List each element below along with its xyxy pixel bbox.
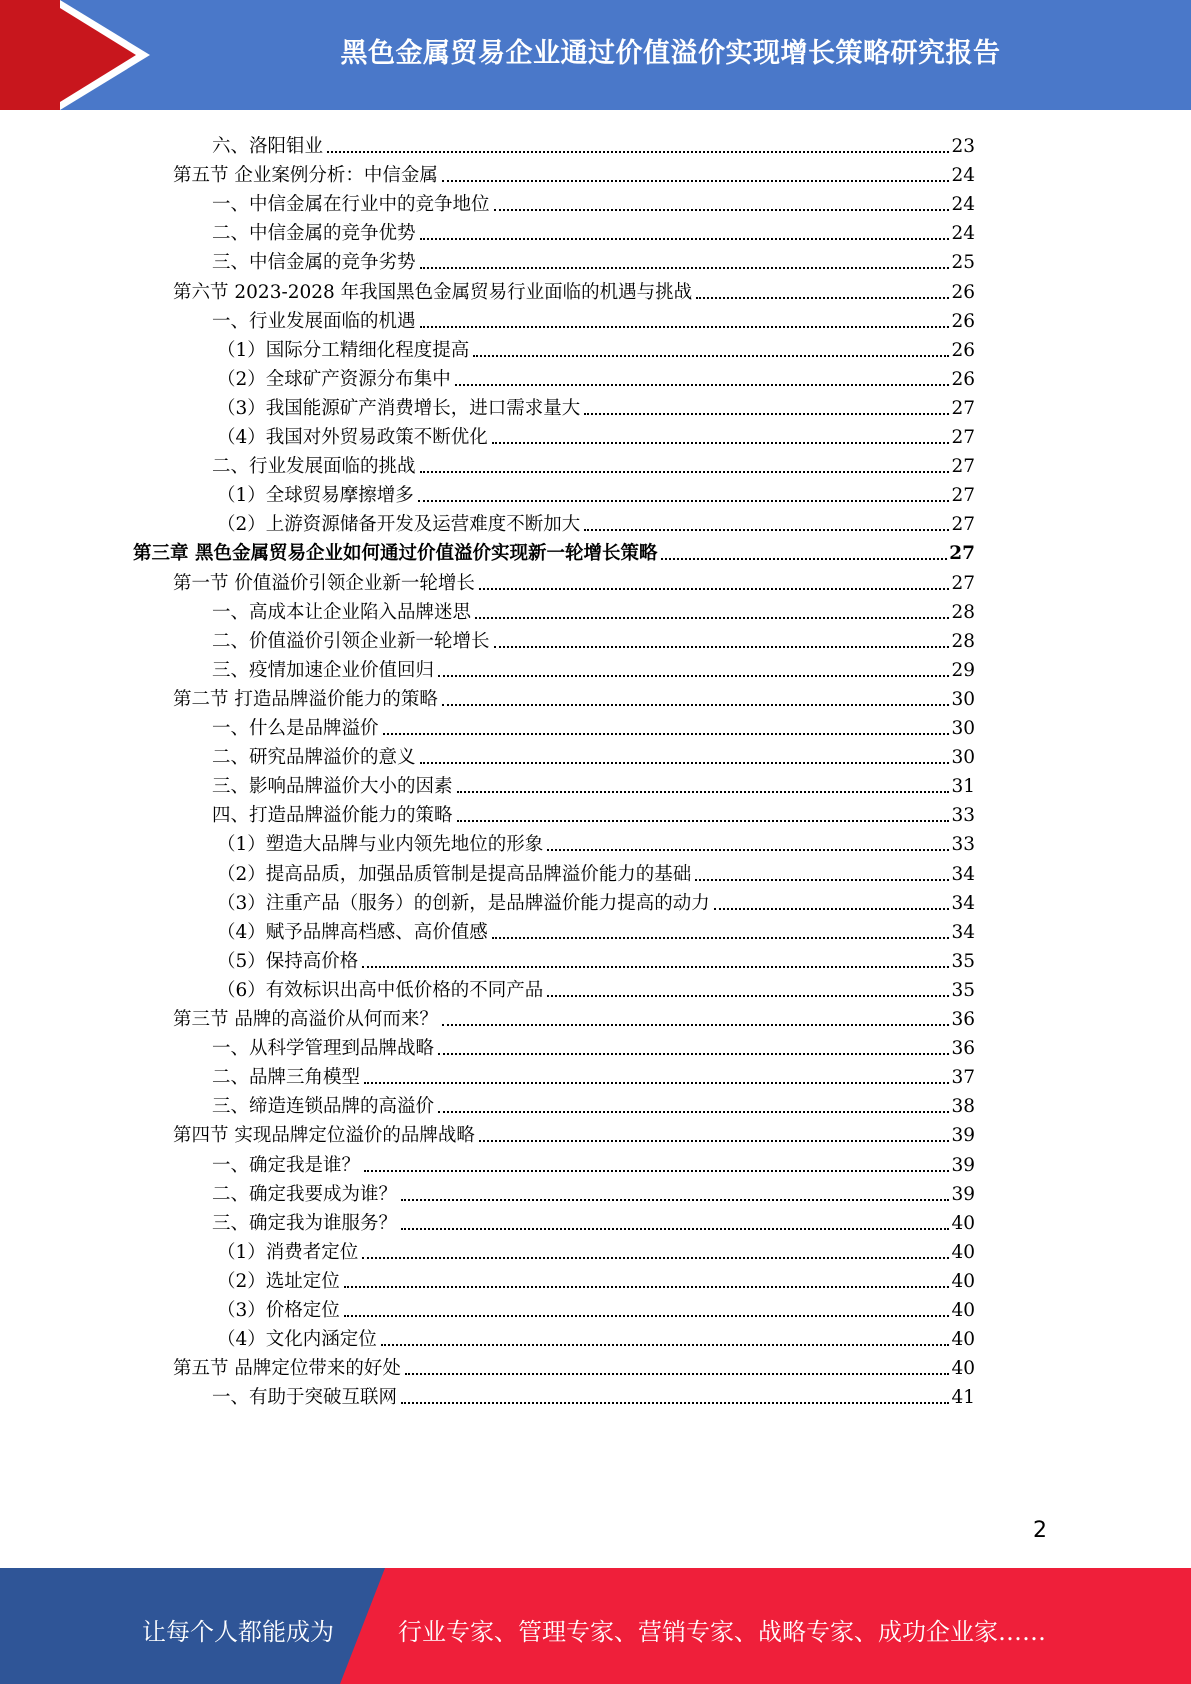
toc-entry-page: 27	[949, 543, 975, 565]
footer-slogan-left: 让每个人都能成为	[142, 1618, 334, 1646]
toc-entry-page: 24	[951, 194, 975, 216]
toc-entry-label: 二、行业发展面临的挑战	[212, 456, 416, 478]
toc-dot-leader	[420, 326, 950, 328]
toc-dot-leader	[494, 209, 950, 211]
toc-entry-label: 第一节 价值溢价引领企业新一轮增长	[173, 572, 475, 594]
toc-entry[interactable]	[217, 1263, 975, 1294]
toc-entry-label: 四、打造品牌溢价能力的策略	[212, 805, 453, 827]
header-red-block	[0, 0, 60, 110]
toc-entry-label: 三、缔造连锁品牌的高溢价	[212, 1096, 435, 1118]
toc-entry-page: 40	[951, 1241, 975, 1263]
toc-entry-label: 一、从科学管理到品牌战略	[212, 1038, 435, 1060]
toc-entry[interactable]	[212, 1088, 975, 1119]
toc-dot-leader	[479, 1140, 950, 1142]
toc-dot-leader	[442, 180, 950, 182]
toc-entry-page: 41	[951, 1387, 975, 1409]
toc-entry[interactable]	[212, 128, 975, 159]
toc-entry-label: 三、疫情加速企业价值回归	[212, 659, 435, 681]
toc-entry[interactable]	[212, 1379, 975, 1410]
toc-entry[interactable]	[217, 332, 975, 363]
toc-dot-leader	[362, 966, 949, 968]
toc-dot-leader	[420, 762, 950, 764]
toc-entry-page: 40	[951, 1329, 975, 1351]
toc-entry-label: 第五节 品牌定位带来的好处	[173, 1358, 401, 1380]
toc-dot-leader	[584, 529, 949, 531]
toc-entry-page: 39	[951, 1183, 975, 1205]
toc-entry-label: （1）全球贸易摩擦增多	[217, 485, 414, 507]
toc-dot-leader	[364, 1170, 949, 1172]
toc-entry-label: （4）赋予品牌高档感、高价值感	[217, 921, 488, 943]
toc-entry-label: 第四节 实现品牌定位溢价的品牌战略	[173, 1125, 475, 1147]
toc-entry[interactable]	[217, 1292, 975, 1323]
toc-dot-leader	[442, 1024, 950, 1026]
toc-dot-leader	[492, 442, 950, 444]
toc-entry-label: （2）选址定位	[217, 1270, 340, 1292]
toc-dot-leader	[696, 297, 949, 299]
toc-entry-label: 一、确定我是谁？	[212, 1154, 361, 1176]
toc-entry-page: 28	[951, 601, 975, 623]
toc-entry-label: （4）我国对外贸易政策不断优化	[217, 427, 488, 448]
toc-entry[interactable]	[217, 1321, 975, 1352]
toc-dot-leader	[405, 1373, 950, 1375]
toc-entry[interactable]	[217, 506, 975, 537]
toc-entry-label: 二、确定我要成为谁？	[212, 1183, 398, 1205]
toc-dot-leader	[401, 1402, 949, 1404]
toc-entry-label: （6）有效标识出高中低价格的不同产品	[217, 979, 544, 1001]
toc-entry-page: 26	[951, 339, 975, 361]
toc-entry-page: 40	[951, 1300, 975, 1321]
toc-entry-label: 一、高成本让企业陷入品牌迷思	[212, 601, 472, 623]
toc-entry[interactable]	[217, 390, 975, 421]
toc-entry[interactable]	[212, 1147, 975, 1178]
toc-entry[interactable]	[217, 361, 975, 392]
toc-dot-leader	[418, 500, 950, 502]
toc-entry-page: 39	[951, 1154, 975, 1176]
toc-entry-page: 24	[951, 165, 975, 187]
toc-entry[interactable]	[217, 972, 975, 1003]
toc-entry-label: 三、确定我为谁服务？	[212, 1212, 398, 1234]
toc-entry[interactable]	[212, 215, 975, 246]
toc-entry-label: 六、洛阳钼业	[212, 136, 324, 157]
toc-entry-page: 36	[951, 1009, 975, 1030]
toc-entry[interactable]	[212, 1176, 975, 1207]
toc-entry-label: （1）消费者定位	[217, 1241, 359, 1263]
toc-entry-label: 一、什么是品牌溢价	[212, 718, 379, 739]
toc-entry-label: （3）注重产品（服务）的创新，是品牌溢价能力提高的动力	[217, 892, 710, 914]
toc-entry-label: （1）国际分工精细化程度提高	[217, 339, 470, 361]
toc-entry-page: 33	[951, 805, 975, 827]
toc-entry-label: 一、行业发展面临的机遇	[212, 310, 416, 332]
toc-entry-label: （3）我国能源矿产消费增长，进口需求量大	[217, 397, 581, 419]
toc-entry-page: 35	[951, 979, 975, 1001]
toc-dot-leader	[714, 908, 950, 910]
toc-entry-label: 二、品牌三角模型	[212, 1067, 361, 1089]
toc-entry-label: （2）提高品质，加强品质管制是提高品牌溢价能力的基础	[217, 863, 692, 885]
toc-entry-page: 37	[951, 1067, 975, 1089]
toc-entry-label: （2）全球矿产资源分布集中	[217, 368, 451, 390]
toc-entry[interactable]	[212, 594, 975, 625]
toc-dot-leader	[381, 1344, 950, 1346]
toc-entry-page: 39	[951, 1125, 975, 1147]
toc-entry-page: 27	[951, 397, 975, 419]
toc-entry[interactable]	[133, 535, 975, 566]
toc-entry-page: 25	[951, 252, 975, 274]
toc-entry-page: 29	[951, 659, 975, 681]
toc-dot-leader	[420, 471, 950, 473]
toc-entry-page: 30	[951, 747, 975, 769]
toc-entry[interactable]	[173, 565, 975, 596]
toc-entry[interactable]	[173, 1001, 975, 1032]
toc-dot-leader	[401, 1199, 949, 1201]
toc-dot-leader	[344, 1286, 950, 1288]
toc-entry[interactable]	[212, 1030, 975, 1061]
toc-dot-leader	[401, 1228, 949, 1230]
toc-entry-page: 26	[951, 368, 975, 390]
toc-entry[interactable]	[212, 186, 975, 217]
toc-entry[interactable]	[173, 157, 975, 188]
toc-entry-label: 一、有助于突破互联网	[212, 1387, 398, 1409]
toc-entry[interactable]	[217, 419, 975, 450]
toc-entry[interactable]	[212, 623, 975, 654]
toc-entry-page: 27	[951, 427, 975, 448]
toc-entry-label: 一、中信金属在行业中的竞争地位	[212, 194, 490, 216]
toc-entry-label: 第三节 品牌的高溢价从何而来？	[173, 1009, 438, 1030]
toc-dot-leader	[473, 355, 949, 357]
toc-entry-label: 第五节 企业案例分析：中信金属	[173, 165, 438, 187]
toc-entry[interactable]	[212, 739, 975, 770]
toc-dot-leader	[494, 646, 950, 648]
toc-dot-leader	[438, 1111, 949, 1113]
toc-entry[interactable]	[217, 914, 975, 945]
toc-entry-page: 38	[951, 1096, 975, 1118]
toc-dot-leader	[661, 558, 947, 560]
toc-entry[interactable]	[212, 797, 975, 828]
toc-entry[interactable]	[212, 448, 975, 479]
toc-entry[interactable]	[217, 826, 975, 857]
toc-entry-page: 23	[951, 136, 975, 157]
toc-entry-label: 三、影响品牌溢价大小的因素	[212, 776, 453, 798]
toc-entry-page: 34	[951, 863, 975, 885]
toc-dot-leader	[383, 733, 950, 735]
toc-entry-page: 31	[951, 776, 975, 798]
toc-entry[interactable]	[217, 477, 975, 508]
toc-entry-page: 26	[951, 310, 975, 332]
toc-entry-page: 27	[951, 485, 975, 507]
footer-banner	[0, 1568, 1191, 1684]
toc-dot-leader	[420, 238, 950, 240]
toc-entry-label: （2）上游资源储备开发及运营难度不断加大	[217, 514, 581, 536]
toc-entry-page: 30	[951, 688, 975, 710]
toc-entry[interactable]	[212, 1059, 975, 1090]
toc-dot-leader	[455, 384, 950, 386]
toc-entry[interactable]	[212, 303, 975, 334]
toc-dot-leader	[479, 588, 950, 590]
toc-entry-page: 34	[951, 892, 975, 914]
toc-entry-page: 40	[951, 1212, 975, 1234]
toc-entry[interactable]	[212, 1205, 975, 1236]
toc-entry-label: 第三章 黑色金属贸易企业如何通过价值溢价实现新一轮增长策略	[133, 543, 658, 565]
footer-slogan-right: 行业专家、管理专家、营销专家、战略专家、成功企业家……	[398, 1618, 1046, 1646]
toc-dot-leader	[547, 849, 949, 851]
toc-entry-page: 30	[951, 718, 975, 739]
toc-entry-page: 40	[951, 1358, 975, 1380]
toc-dot-leader	[438, 675, 949, 677]
toc-dot-leader	[475, 617, 949, 619]
toc-dot-leader	[695, 879, 949, 881]
toc-entry-label: 二、中信金属的竞争优势	[212, 223, 416, 245]
toc-dot-leader	[492, 937, 950, 939]
toc-entry-label: （4）文化内涵定位	[217, 1329, 377, 1351]
toc-entry-label: 第六节 2023-2028 年我国黑色金属贸易行业面临的机遇与挑战	[173, 281, 693, 303]
toc-entry[interactable]	[217, 885, 975, 916]
toc-entry[interactable]	[173, 1117, 975, 1148]
toc-entry-page: 24	[951, 223, 975, 245]
toc-entry-label: 二、价值溢价引领企业新一轮增长	[212, 630, 490, 652]
toc-entry-label: （3）价格定位	[217, 1300, 340, 1321]
toc-entry-page: 28	[951, 630, 975, 652]
toc-entry-label: （5）保持高价格	[217, 950, 359, 972]
toc-entry[interactable]	[217, 856, 975, 887]
toc-dot-leader	[584, 413, 949, 415]
toc-entry[interactable]	[212, 244, 975, 275]
header-banner	[0, 0, 1191, 110]
toc-entry-label: 三、中信金属的竞争劣势	[212, 252, 416, 274]
toc-entry[interactable]	[173, 1350, 975, 1381]
report-title: 黑色金属贸易企业通过价值溢价实现增长策略研究报告	[340, 37, 1001, 69]
toc-entry-label: 第二节 打造品牌溢价能力的策略	[173, 688, 438, 710]
toc-entry[interactable]	[212, 652, 975, 683]
toc-entry-page: 27	[951, 572, 975, 594]
toc-entry-label: （1）塑造大品牌与业内领先地位的形象	[217, 834, 544, 856]
toc-entry-page: 40	[951, 1270, 975, 1292]
toc-dot-leader	[327, 151, 949, 153]
toc-dot-leader	[457, 791, 950, 793]
toc-entry-page: 27	[951, 456, 975, 478]
toc-dot-leader	[442, 704, 950, 706]
toc-dot-leader	[364, 1082, 949, 1084]
toc-entry[interactable]	[217, 1234, 975, 1265]
toc-entry-page: 35	[951, 950, 975, 972]
toc-entry-page: 33	[951, 834, 975, 856]
toc-dot-leader	[344, 1315, 950, 1317]
toc-dot-leader	[362, 1257, 949, 1259]
toc-entry[interactable]	[217, 943, 975, 974]
toc-dot-leader	[420, 267, 950, 269]
toc-dot-leader	[457, 820, 950, 822]
toc-entry[interactable]	[173, 681, 975, 712]
toc-dot-leader	[547, 995, 949, 997]
page-number: 2	[1033, 1518, 1047, 1543]
toc-entry-page: 36	[951, 1038, 975, 1060]
header-chevron-inner	[60, 8, 136, 102]
toc-entry-label: 二、研究品牌溢价的意义	[212, 747, 416, 769]
toc-entry[interactable]	[173, 274, 975, 305]
toc-entry[interactable]	[212, 710, 975, 741]
toc-dot-leader	[438, 1053, 949, 1055]
toc-entry-page: 26	[951, 281, 975, 303]
toc-entry-page: 27	[951, 514, 975, 536]
toc-entry-page: 34	[951, 921, 975, 943]
toc-entry[interactable]	[212, 768, 975, 799]
